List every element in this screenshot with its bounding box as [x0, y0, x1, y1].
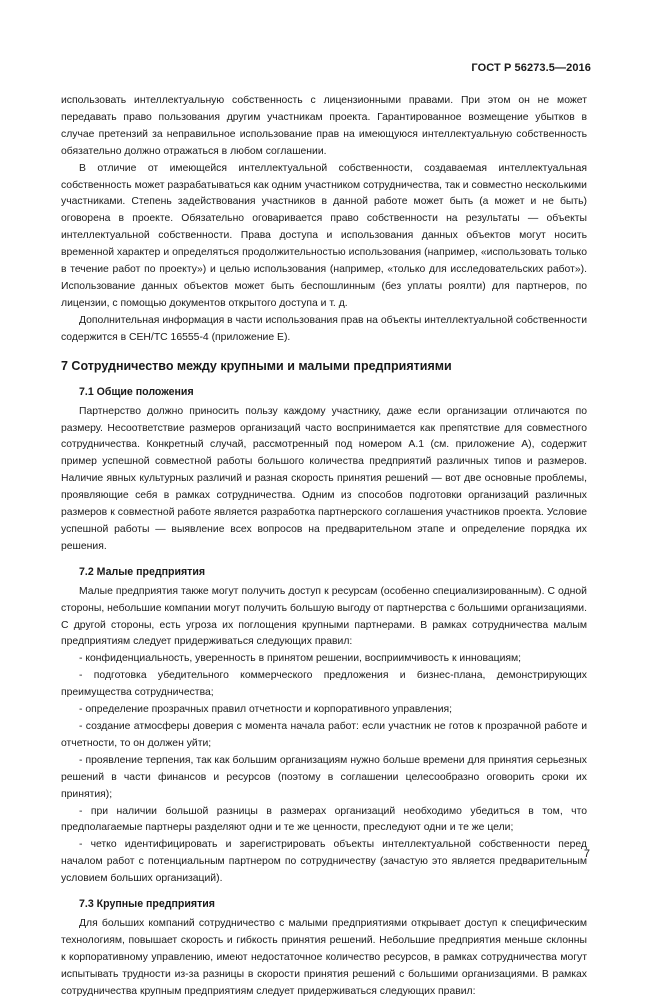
- list-item: - определение прозрачных правил отчетности и корпоративного управления;: [79, 704, 453, 716]
- subsection-7-3-heading: 7.3 Крупные предприятия: [79, 898, 215, 911]
- page-number: 7: [583, 848, 590, 860]
- list-item: - проявление терпения, так как большим организациям нужно больше времени для принятия серьезных решений в части финансов и ресурсов (поэтому в соглашении целесообразно оговорить сроки их принятия);: [61, 754, 587, 800]
- paragraph: Партнерство должно приносить пользу каждому участнику, даже если организации отличаются по размеру. Несоответствие размеров организаций часто воспринимается как препятствие для совместного сотрудничества. Конкретный случай, рассмотренный под номером А.1 (см. приложение А), содержит пример успешной совместной работы большого количества предприятий различных типов и размеров. Наличие явных культурных различий и разная скорость принятия решений — вот две основные проблемы, проявляющие себя в рамках сотрудничества. Одним из способов подготовки организаций различных размеров к совместной работе является разработка партнерского соглашения участников проекта. Условие успешной работы — выявление всех вопросов на предварительном этапе и определение порядка их решения.: [61, 405, 587, 552]
- list-item: - конфиденциальность, уверенность в принятом решении, восприимчивость к инновациям;: [79, 653, 522, 665]
- document-code: ГОСТ Р 56273.5—2016: [471, 62, 591, 74]
- paragraph: Дополнительная информация в части использования прав на объекты интеллектуальной собственности содержится в СЕН/ТС 16555-4 (приложение Е).: [61, 314, 587, 343]
- list-item: - при наличии большой разницы в размерах организаций необходимо убедиться в том, что предполагаемые партнеры разделяют одни и те же ценности, преследуют одни и те же цели;: [61, 805, 587, 834]
- section-7-heading: 7 Сотрудничество между крупными и малыми предприятиями: [61, 358, 452, 373]
- list-item: - создание атмосферы доверия с момента начала работ: если участник не готов к прозрачной работе и отчетности, то он должен уйти;: [61, 721, 587, 749]
- paragraph: В отличие от имеющейся интеллектуальной собственности, создаваемая интеллектуальная собственность может разрабатываться как одним участником сотрудничества, так и совместно несколькими участниками. Степень задействования участников в данной работе может быть (а может и не быть) оговорена в проекте. Обязательно оговаривается право собственности на результаты — объекты интеллектуальной собственности. Права доступа и использования данных объектов могут носить временной характер и определяться продолжительностью использования (например, «использовать только в течение работ по проекту») и целью использования (например, «только для исследовательских работ»). Использование данных объектов может быть беспошлинным (без уплаты роялти) для партнеров, по лицензии, с помощью документов открытого доступа и т. д.: [61, 162, 587, 309]
- list-item: - четко идентифицировать и зарегистрировать объекты интеллектуальной собственности перед началом работ с потенциальным партнером по сотрудничеству (зачастую это является предварительным условием больших организаций).: [61, 839, 587, 885]
- paragraph: Малые предприятия также могут получить доступ к ресурсам (особенно специализированным). С одной стороны, небольшие компании могут получить большую выгоду от партнерства с большими организациями. С другой стороны, есть угроза их поглощения крупными партнерами. В рамках сотрудничества малым предприятиям следует придерживаться следующих правил:: [61, 585, 587, 648]
- page-body: [61, 93, 587, 1001]
- paragraph: использовать интеллектуальную собственность с лицензионными правами. При этом он не может передавать право пользования другим участникам проекта. Гарантированное возмещение убытков в случае претензий за неправильное использование прав на имеющуюся интеллектуальную собственность обязательно должно отражаться в любом соглашении.: [61, 95, 587, 157]
- subsection-7-1-heading: 7.1 Общие положения: [79, 385, 194, 398]
- paragraph: Для больших компаний сотрудничество с малыми предприятиями открывает доступ к специфическим технологиям, повышает скорость и гибкость принятия решений. Небольшие предприятия меньше склонны к корпоративному управлению, имеют недостаточное количество ресурсов, в рамках сотрудничества могут испытывать трудности из-за разницы в скорости принятия решений с большими организациями. В рамках сотрудничества крупным предприятиям следует придерживаться следующих правил:: [61, 918, 587, 997]
- subsection-7-2-heading: 7.2 Малые предприятия: [79, 565, 206, 578]
- list-item: - подготовка убедительного коммерческого предложения и бизнес-плана, демонстрирующих преимущества сотрудничества;: [61, 670, 587, 699]
